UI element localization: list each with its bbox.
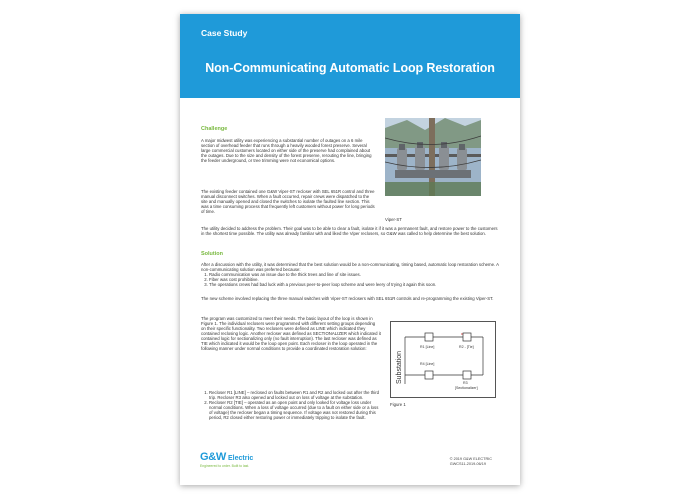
logo-subtext: Electric: [227, 455, 254, 462]
substation-label: Substation: [396, 350, 403, 384]
figure-caption: Figure 1: [390, 402, 406, 407]
list-item: 1. Radio communication was an issue due to the thick trees and line of site issues.: [209, 272, 501, 277]
recloser-r4: [425, 371, 433, 379]
logo-mark: G&W: [200, 451, 226, 463]
document-code: GWCS11-2019-06/19: [449, 461, 486, 466]
case-study-page: [180, 14, 520, 485]
recloser-r2: [463, 333, 471, 341]
r2-label: R2 - [Tie]: [459, 345, 474, 349]
list-item: 2. Recloser R2 [TIE] – operated as an open point and only looked for voltage loss under normal conditions. When a loss of voltage occurred (due to a fault on either side or a loss of voltage) the recloser began a timing sequence. If voltage was not restored during this period, R2 closed either restoring power or immediately tripping to isolate the fault.: [209, 400, 381, 420]
header-banner: [180, 14, 520, 98]
list-item: 2. Fiber was cost prohibitive.: [209, 277, 501, 282]
logo-tagline: Engineered to order. Built to last.: [200, 464, 250, 468]
r1-label: R1 [Line]: [420, 345, 435, 349]
recloser-r3: [463, 371, 471, 379]
recloser-r1: [425, 333, 433, 341]
list-item: 3. The operations crews had bad luck with a previous peer-to-peer loop scheme and were leery of trying it again this soon.: [209, 282, 501, 287]
solution-heading: Solution: [201, 251, 223, 257]
challenge-paragraph-2: The existing feeder contained one G&W Viper-ST recloser with SEL 651R control and three manual disconnect switches. When a fault occurred, repair crews were dispatched to the site and manually opened and closed the switches to isolate the faulted line section. This was a time consuming process that frequently left customers without power for long periods of time.: [201, 189, 375, 214]
solution-paragraph-1: After a discussion with the utility, it was determined that the best solution would be a non-communicating, timing based, automatic loop restoration scheme. A non-communicating solution was preferred because:: [201, 262, 499, 272]
r3-role-label: [Sectionalizer]: [455, 386, 478, 390]
viper-st-photo: [385, 118, 481, 196]
r4-label: R4 [Line]: [420, 362, 435, 366]
r3-name-label: R3: [463, 381, 468, 385]
list-item: 1. Recloser R1 [LINE] – reclosed on faults between R1 and R2 and locked out after the third trip. Recloser R3 also opened and locked out on loss of voltage at the substation.: [209, 390, 381, 400]
document-type-label: Case Study: [201, 28, 248, 38]
challenge-heading: Challenge: [201, 126, 228, 132]
recloser-operation-list: [201, 390, 381, 420]
footer-copyright: [450, 457, 492, 466]
page-title: Non-Communicating Automatic Loop Restoration: [205, 61, 495, 75]
solution-paragraph-3: The program was customized to meet their needs. The basic layout of the loop is shown in Figure 1. The individual reclosers were programmed with different setting groups depending on their specific functionality. Two reclosers were defined as LINE which indicated they contained reclosing logic. Another recloser was defined as SECTIONALIZER which indicated it contained logic for sectionalizing only (no fault interruption). The last recloser was defined as TIE which indicated it would be the loop open point. Each recloser in the loop operated in the following manner under normal conditions to provide a coordinated restoration solution:: [201, 316, 381, 351]
figure-1-diagram: [390, 321, 496, 398]
gw-electric-logo: [200, 451, 253, 468]
solution-paragraph-2: The new scheme involved replacing the three manual switches with Viper-ST reclosers with SEL 651R controls and re-programming the existing Viper-ST.: [201, 296, 494, 301]
copyright-text: © 2019 G&W ELECTRIC: [449, 457, 492, 461]
challenge-paragraph-3: The utility decided to address the problem. Their goal was to be able to clear a fault, isolate it if it was a permanent fault, and restore power to the customers in the shortest time possible. The utility was already familiar with and liked the Viper reclosers, so G&W was called to help determine the best solution.: [201, 226, 498, 236]
photo-caption: Viper-ST: [385, 217, 402, 222]
solution-reasons-list: [201, 272, 501, 287]
challenge-paragraph-1: A major midwest utility was experiencing a substantial number of outages on a 6 mile section of overhead feeder that runs through a heavily wooded forest preserve. Several large commercial customers located on either side of the preserve had complained about the outages. Due to the size and density of the forest preserve, rerouting the line, bringing the feeder underground, or tree trimming were not economical options.: [201, 138, 372, 163]
